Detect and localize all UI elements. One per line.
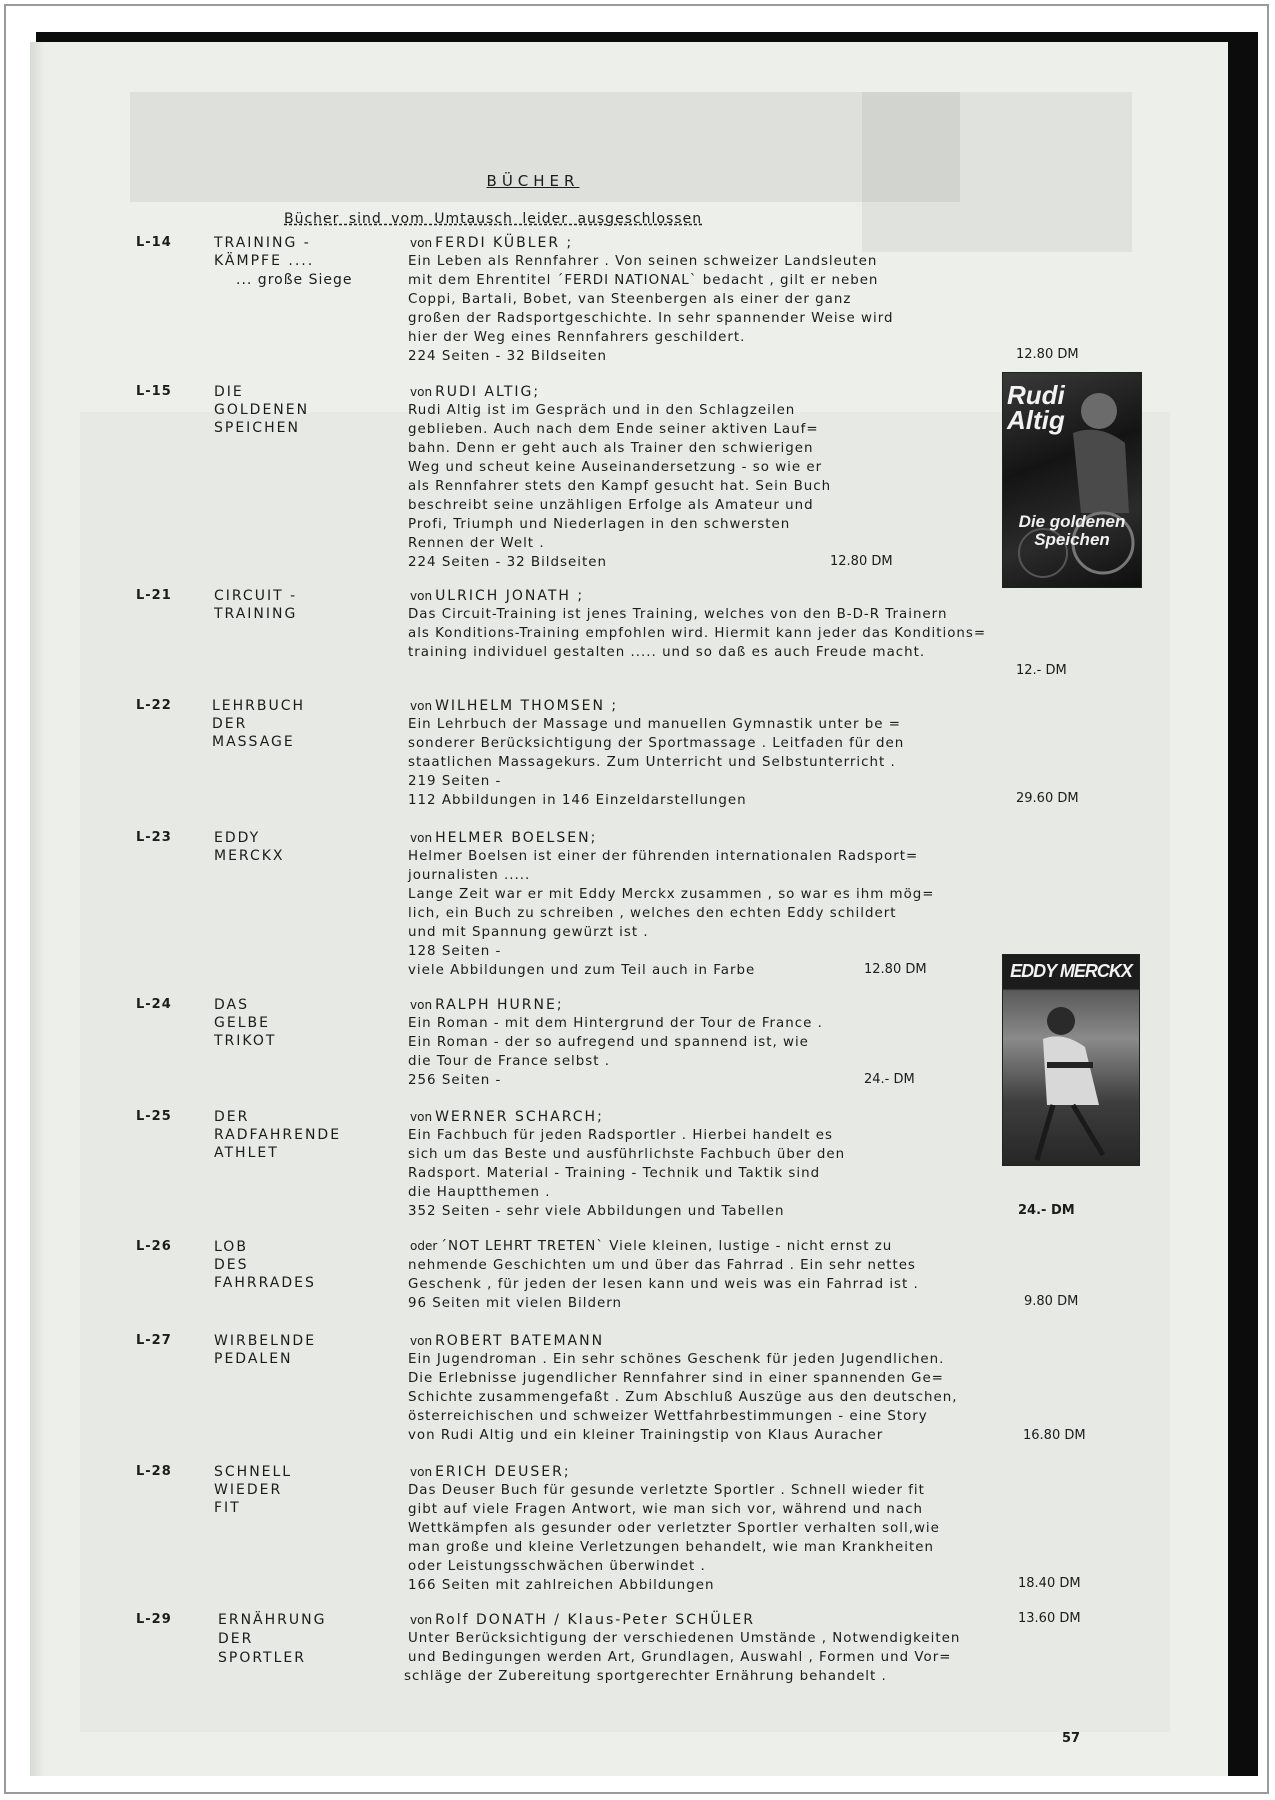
description-line: 112 Abbildungen in 146 Einzeldarstellungen [408, 793, 747, 808]
description-line: Coppi, Bartali, Bobet, van Steenbergen als einer der ganz [408, 292, 852, 307]
page-gutter-shadow [30, 42, 44, 1776]
description-line: 224 Seiten - 32 Bildseiten [408, 555, 607, 570]
book-title-line: TRAINING - [214, 235, 311, 251]
book-title-line: TRIKOT [214, 1033, 277, 1049]
description-line: Geschenk , für jeden der lesen kann und weis was ein Fahrrad ist . [408, 1277, 919, 1292]
book-price: 13.60 DM [1018, 1611, 1081, 1626]
author-name: ULRICH JONATH ; [435, 588, 585, 604]
author-name: Rolf DONATH / Klaus-Peter SCHÜLER [435, 1612, 755, 1628]
page-frame [4, 4, 1269, 1794]
book-code: L-15 [136, 384, 172, 399]
book-author [410, 384, 540, 400]
description-line: Ein Lehrbuch der Massage und manuellen Gymnastik unter be = [408, 717, 901, 732]
book-title-line: DER [212, 716, 248, 732]
author-prefix: oder [410, 1239, 438, 1253]
author-prefix: von [410, 1334, 433, 1348]
author-name: WERNER SCHARCH; [435, 1109, 604, 1125]
book-title-line: LOB [214, 1239, 248, 1255]
page-title: BÜCHER [486, 172, 580, 190]
book-title-line: GOLDENEN [214, 402, 310, 418]
author-prefix: von [410, 699, 433, 713]
author-name: RALPH HURNE; [435, 997, 564, 1013]
book-title-line: MERCKX [214, 848, 285, 864]
description-line: 224 Seiten - 32 Bildseiten [408, 349, 607, 364]
book-title-line: SPORTLER [218, 1650, 306, 1666]
description-line: bahn. Denn er geht auch als Trainer den schwierigen [408, 441, 814, 456]
book-author [410, 698, 618, 714]
book-code: L-28 [136, 1464, 172, 1479]
book-code: L-25 [136, 1109, 172, 1124]
cover-title: Rudi Altig [1007, 380, 1065, 435]
author-name: FERDI KÜBLER ; [435, 235, 574, 251]
book-title-line: DAS [214, 997, 249, 1013]
book-title-line: DIE [214, 384, 244, 400]
description-line: Die Erlebnisse jugendlicher Rennfahrer sind in einer spannenden Ge= [408, 1371, 944, 1386]
description-line: Unter Berücksichtigung der verschiedenen Umstände , Notwendigkeiten [408, 1631, 961, 1646]
book-title-line: RADFAHRENDE [214, 1127, 342, 1143]
book-title-line: DES [214, 1257, 249, 1273]
description-line: Helmer Boelsen ist einer der führenden internationalen Radsport= [408, 849, 919, 864]
description-line: 219 Seiten - [408, 774, 502, 789]
book-title-line: ERNÄHRUNG [218, 1612, 327, 1628]
description-line: und mit Spannung gewürzt ist . [408, 925, 649, 940]
book-title-line: WIRBELNDE [214, 1333, 317, 1349]
description-line: oder Leistungsschwächen überwindet . [408, 1559, 706, 1574]
description-line: sich um das Beste und ausführlichste Fachbuch über den [408, 1147, 846, 1162]
description-line: man große und kleine Verletzungen behandelt, wie man Krankheiten [408, 1540, 934, 1555]
book-price: 12.80 DM [1016, 347, 1079, 362]
description-line: von Rudi Altig und ein kleiner Trainingstip von Klaus Auracher [408, 1428, 884, 1443]
book-author [410, 235, 573, 251]
book-cover-die-goldenen-speichen [1002, 372, 1142, 588]
book-title-line: KÄMPFE .... [214, 253, 315, 269]
description-line: Das Circuit-Training ist jenes Training, welches von den B-D-R Trainern [408, 607, 948, 622]
author-name: WILHELM THOMSEN ; [435, 698, 619, 714]
book-price: 29.60 DM [1016, 791, 1079, 806]
description-line: hier der Weg eines Rennfahrers geschildert. [408, 330, 746, 345]
book-title-line: LEHRBUCH [212, 698, 306, 714]
author-prefix: von [410, 1613, 433, 1627]
description-line: viele Abbildungen und zum Teil auch in Farbe [408, 963, 756, 978]
book-code: L-23 [136, 830, 172, 845]
document-page [30, 42, 1228, 1776]
description-line: Rennen der Welt . [408, 536, 545, 551]
description-line: Ein Roman - der so aufregend und spannend ist, wie [408, 1035, 809, 1050]
book-title-line: CIRCUIT - [214, 588, 298, 604]
book-author [410, 1464, 571, 1480]
cover-title: EDDY MERCKX [1010, 961, 1132, 981]
book-code: L-29 [136, 1612, 172, 1627]
book-code: L-24 [136, 997, 172, 1012]
author-prefix: von [410, 236, 433, 250]
description-line: Das Deuser Buch für gesunde verletzte Sportler . Schnell wieder fit [408, 1483, 925, 1498]
book-price: 16.80 DM [1023, 1428, 1086, 1443]
book-author [410, 997, 564, 1013]
book-title-line: FAHRRADES [214, 1275, 316, 1291]
book-price: 24.- DM [1018, 1203, 1075, 1218]
author-prefix: von [410, 1465, 433, 1479]
book-author [410, 1109, 604, 1125]
book-author [410, 1612, 755, 1628]
book-code: L-14 [136, 235, 172, 250]
book-title-line: DER [214, 1109, 250, 1125]
description-line: Lange Zeit war er mit Eddy Merckx zusammen , so war es ihm mög= [408, 887, 935, 902]
book-price: 12.- DM [1016, 663, 1067, 678]
book-price: 18.40 DM [1018, 1576, 1081, 1591]
description-line: staatlichen Massagekurs. Zum Unterricht und Selbstunterricht . [408, 755, 896, 770]
book-cover-eddy-merckx [1002, 954, 1140, 1166]
book-title-line: EDDY [214, 830, 261, 846]
description-line: Schichte zusammengefaßt . Zum Abschluß Auszüge aus den deutschen, [408, 1390, 958, 1405]
description-line: 352 Seiten - sehr viele Abbildungen und Tabellen [408, 1204, 785, 1219]
book-title-line: MASSAGE [212, 734, 295, 750]
description-line: als Konditions-Training empfohlen wird. Hiermit kann jeder das Konditions= [408, 626, 987, 641]
book-author [410, 830, 597, 846]
description-line: beschreibt seine unzähligen Erfolge als Amateur und [408, 498, 814, 513]
description-line: und Bedingungen werden Art, Grundlagen, Auswahl , Formen und Vor= [408, 1650, 952, 1665]
book-price: 12.80 DM [830, 554, 893, 569]
description-line: Radsport. Material - Training - Technik und Taktik sind [408, 1166, 821, 1181]
author-name: ERICH DEUSER; [435, 1464, 571, 1480]
author-name: RUDI ALTIG; [435, 384, 541, 400]
book-title-line: WIEDER [214, 1482, 283, 1498]
book-title-line: PEDALEN [214, 1351, 293, 1367]
description-line: die Hauptthemen . [408, 1185, 551, 1200]
description-line: schläge der Zubereitung sportgerechter Ernährung behandelt . [404, 1669, 887, 1684]
description-line: großen der Radsportgeschichte. In sehr spannender Weise wird [408, 311, 894, 326]
description-line: gibt auf viele Fragen Antwort, wie man sich vor, während und nach [408, 1502, 923, 1517]
book-title-line: ... große Siege [236, 272, 353, 288]
description-line: sonderer Berücksichtigung der Sportmassage . Leitfaden für den [408, 736, 905, 751]
description-line: Ein Roman - mit dem Hintergrund der Tour de France . [408, 1016, 823, 1031]
description-line: geblieben. Auch nach dem Ende seiner aktiven Lauf= [408, 422, 819, 437]
book-code: L-26 [136, 1239, 172, 1254]
description-line: Profi, Triumph und Niederlagen in den schwersten [408, 517, 791, 532]
author-prefix: von [410, 589, 433, 603]
description-line: 96 Seiten mit vielen Bildern [408, 1296, 622, 1311]
description-line: mit dem Ehrentitel ´FERDI NATIONAL` bedacht , gilt er neben [408, 273, 879, 288]
book-author [410, 1333, 604, 1349]
description-line: als Rennfahrer stets den Kampf gesucht hat. Sein Buch [408, 479, 832, 494]
cover-subtitle: Die goldenen Speichen [1018, 512, 1126, 549]
book-code: L-27 [136, 1333, 172, 1348]
author-prefix: von [410, 385, 433, 399]
description-line: 166 Seiten mit zahlreichen Abbildungen [408, 1578, 715, 1593]
description-line: training individuel gestalten ..... und so daß es auch Freude macht. [408, 645, 926, 660]
book-title-line: FIT [214, 1500, 241, 1516]
description-line: nehmende Geschichten um und über das Fahrrad . Ein sehr nettes [408, 1258, 916, 1273]
author-prefix: von [410, 831, 433, 845]
cyclist-photo-icon [1003, 955, 1139, 1165]
book-author [410, 588, 584, 604]
author-name: ROBERT BATEMANN [435, 1333, 605, 1349]
author-name: ´NOT LEHRT TRETEN` Viele kleinen, lustige - nicht ernst zu [440, 1239, 893, 1254]
book-price: 12.80 DM [864, 962, 927, 977]
author-prefix: von [410, 1110, 433, 1124]
description-line: 128 Seiten - [408, 944, 502, 959]
description-line: Ein Leben als Rennfahrer . Von seinen schweizer Landsleuten [408, 254, 878, 269]
description-line: Ein Fachbuch für jeden Radsportler . Hierbei handelt es [408, 1128, 833, 1143]
page-number: 57 [1062, 1731, 1081, 1746]
description-line: Wettkämpfen als gesunder oder verletzter Sportler verhalten soll,wie [408, 1521, 940, 1536]
description-line: Weg und scheut keine Auseinandersetzung - so wie er [408, 460, 823, 475]
book-title-line: TRAINING [214, 606, 298, 622]
description-line: Rudi Altig ist im Gespräch und in den Schlagzeilen [408, 403, 796, 418]
page-subtitle: Bücher sind vom Umtausch leider ausgeschlossen [284, 211, 703, 227]
description-line: lich, ein Buch zu schreiben , welches den echten Eddy schildert [408, 906, 897, 921]
book-title-line: DER [218, 1631, 254, 1647]
description-line: 256 Seiten - [408, 1073, 502, 1088]
book-price: 9.80 DM [1024, 1294, 1079, 1309]
book-title-line: ATHLET [214, 1145, 279, 1161]
book-title-line: SCHNELL [214, 1464, 293, 1480]
book-author [410, 1239, 892, 1254]
author-prefix: von [410, 998, 433, 1012]
description-line: österreichischen und schweizer Wettfahrbestimmungen - eine Story [408, 1409, 928, 1424]
book-code: L-22 [136, 698, 172, 713]
show-through-top-right [862, 92, 1132, 252]
description-line: die Tour de France selbst . [408, 1054, 611, 1069]
book-price: 24.- DM [864, 1072, 915, 1087]
book-title-line: SPEICHEN [214, 420, 300, 436]
description-line: Ein Jugendroman . Ein sehr schönes Geschenk für jeden Jugendlichen. [408, 1352, 945, 1367]
scan-edge-right [1228, 32, 1258, 1776]
author-name: HELMER BOELSEN; [435, 830, 598, 846]
book-code: L-21 [136, 588, 172, 603]
description-line: journalisten ..... [408, 868, 531, 883]
book-title-line: GELBE [214, 1015, 270, 1031]
